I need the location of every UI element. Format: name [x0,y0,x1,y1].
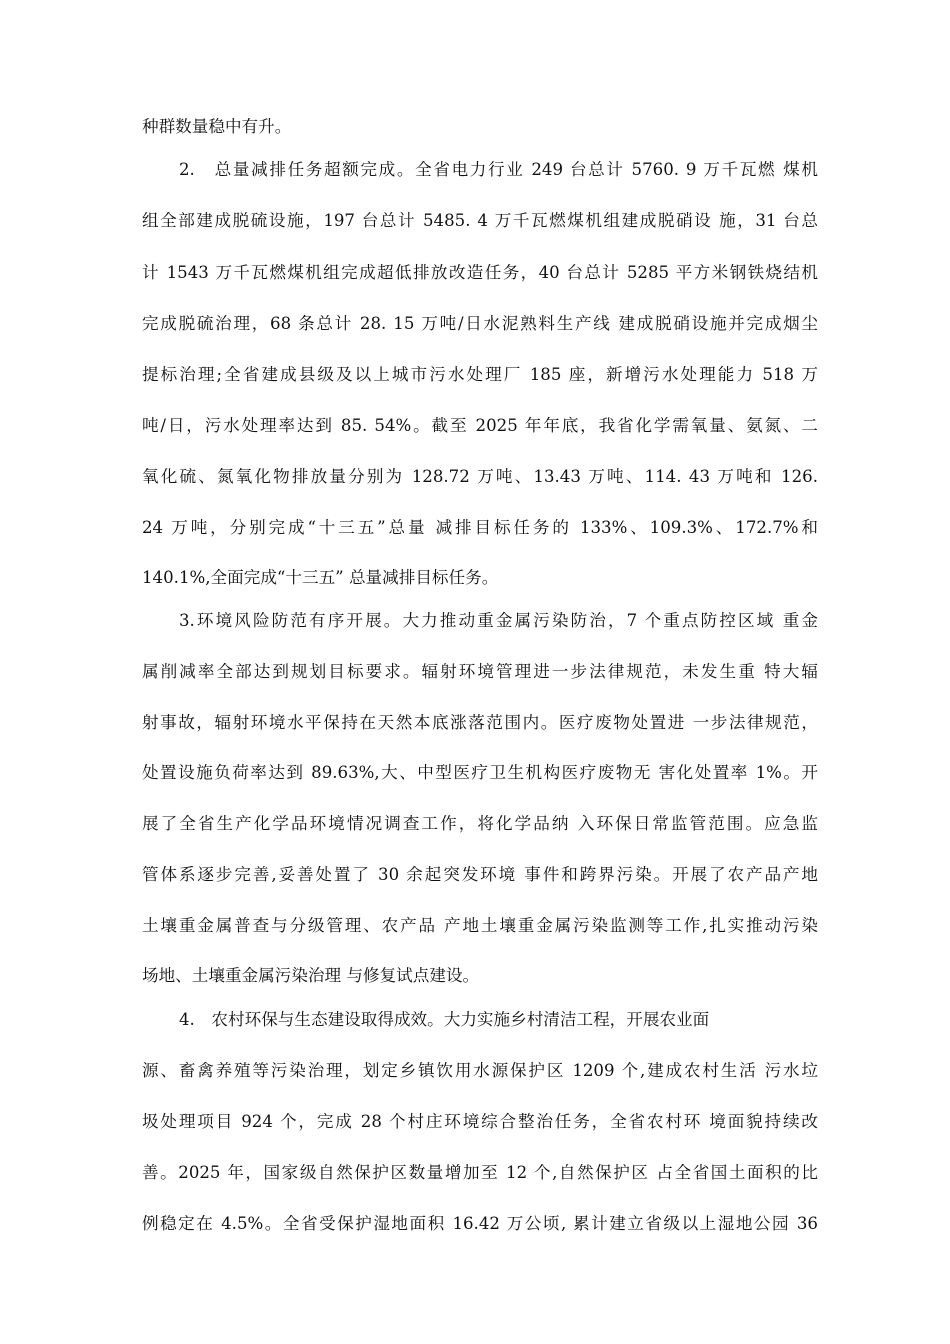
text-line: 种群数量稳中有升。 [142,117,292,136]
text-line: 圾处理项目 924 个，完成 28 个村庄环境综合整治任务，全省农村环 境面貌持续改 [142,1112,818,1131]
text-line: 展了全省生产化学品环境情况调查工作，将化学品纳 入环保日常监管范围。应急监 [142,814,818,833]
text-line: 例稳定在 4.5%。全省受保护湿地面积 16.42 万公顷, 累计建立省级以上湿地公园 36 [142,1214,818,1233]
text-line: 属削减率全部达到规划目标要求。辐射环境管理进一步法律规范，未发生重 特大辐 [142,662,818,681]
paragraph-2-line: 2. 总量减排任务超额完成。全省电力行业 249 台总计 5760. 9 万千瓦燃 煤机 [179,160,818,179]
text-line: 善。2025 年，国家级自然保护区数量增加至 12 个,自然保护区 占全省国土面积的比 [142,1163,818,1182]
paragraph-3-line: 3.环境风险防范有序开展。大力推动重金属污染防治，7 个重点防控区域 重金 [179,611,818,630]
text-line: 吨/日，污水处理率达到 85. 54%。截至 2025 年年底，我省化学需氧量、氨氮、二 [142,416,818,435]
text-line: 氧化硫、氮氧化物排放量分别为 128.72 万吨、13.43 万吨、114. 43 万吨和 126. [142,467,818,486]
text-line: 射事故，辐射环境水平保持在天然本底涨落范围内。医疗废物处置进 一步法律规范， [142,713,818,732]
paragraph-4-line: 4. 农村环保与生态建设取得成效。大力实施乡村清洁工程，开展农业面 [179,1010,710,1029]
text-line: 处置设施负荷率达到 89.63%,大、中型医疗卫生机构医疗废物无 害化处置率 1%。开 [142,763,818,782]
text-line: 提标治理;全省建成县级及以上城市污水处理厂 185 座，新增污水处理能力 518 万 [142,365,818,384]
text-line: 管体系逐步完善,妥善处置了 30 余起突发环境 事件和跨界污染。开展了农产品产地 [142,865,818,884]
text-line: 土壤重金属普查与分级管理、农产品 产地土壤重金属污染监测等工作,扎实推动污染 [142,916,818,935]
text-line: 140.1%,全面完成“十三五” 总量减排目标任务。 [142,568,499,587]
text-line: 完成脱硫治理，68 条总计 28. 15 万吨/日水泥熟料生产线 建成脱硝设施并完成烟尘 [142,314,818,333]
text-line: 24 万吨，分别完成“十三五”总量 减排目标任务的 133%、109.3%、172.7%和 [142,518,818,537]
text-line: 场地、土壤重金属污染治理 与修复试点建设。 [142,966,480,985]
text-line: 源、畜禽养殖等污染治理，划定乡镇饮用水源保护区 1209 个,建成农村生活 污水垃 [142,1061,818,1080]
text-line: 组全部建成脱硫设施，197 台总计 5485. 4 万千瓦燃煤机组建成脱硝设 施，31 台总 [142,211,818,230]
text-line: 计 1543 万千瓦燃煤机组完成超低排放改造任务，40 台总计 5285 平方米钢铁烧结机 [142,263,818,282]
